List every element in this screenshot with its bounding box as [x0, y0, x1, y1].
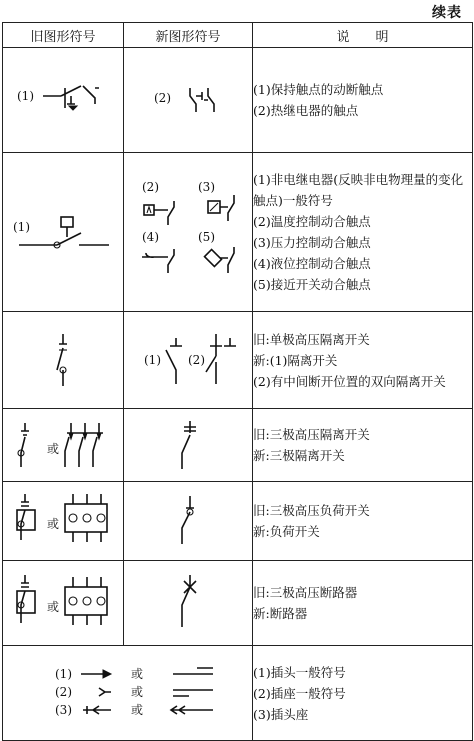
new-three-pole-isolator-symbol	[124, 409, 253, 481]
row-label: (3)	[198, 180, 215, 194]
row-label: (2)	[154, 91, 171, 105]
or-label: 或	[131, 667, 144, 681]
old-symbol-cell	[3, 312, 124, 409]
description-cell	[253, 409, 473, 482]
or-label: 或	[47, 442, 60, 456]
new-contact-symbols-group	[124, 153, 253, 311]
row-label: (1)	[55, 667, 72, 681]
description-cell	[253, 482, 473, 561]
new-symbol-cell	[124, 312, 253, 409]
new-symbol-cell	[124, 561, 253, 646]
or-label: 或	[131, 703, 144, 717]
old-three-pole-load-switch-symbols	[3, 482, 124, 560]
or-label: 或	[47, 517, 60, 531]
merged-symbol-cell	[3, 646, 253, 741]
row-label: (4)	[142, 230, 159, 244]
description-line: (1)保持触点的动断触点	[253, 82, 384, 97]
description-line: (2)插座一般符号	[253, 685, 346, 701]
description-line: (2)温度控制动合触点	[253, 214, 371, 229]
row-label: (1)	[17, 89, 34, 103]
description-line: 旧:三极高压断路器	[253, 585, 358, 600]
description-line: (2)有中间断开位置的双向隔离开关	[253, 373, 446, 389]
continued-label: 续表	[432, 5, 462, 21]
old-single-pole-isolator-symbol	[3, 312, 124, 408]
header-new-symbol: 新图形符号	[124, 23, 253, 48]
description-line: (2)热继电器的触点	[253, 103, 359, 118]
header-description: 说 明	[253, 23, 473, 48]
old-non-electric-relay-symbol	[3, 153, 124, 311]
description-line: (4)液位控制动合触点	[253, 256, 371, 271]
table-row	[3, 646, 473, 741]
new-thermal-relay-contact-symbol	[124, 48, 253, 152]
new-symbol-cell	[124, 482, 253, 561]
row-label: (2)	[142, 180, 159, 194]
description-line: (5)接近开关动合触点	[253, 277, 371, 292]
new-symbol-cell	[124, 153, 253, 312]
row-label: (2)	[188, 353, 205, 367]
description-line: 旧:三极高压隔离开关	[253, 427, 370, 442]
description-line: (3)插头座	[253, 706, 309, 722]
old-symbol-cell	[3, 482, 124, 561]
old-three-pole-isolator-symbols	[3, 409, 124, 481]
description-line: (3)压力控制动合触点	[253, 235, 371, 250]
description-line: 旧:单极高压隔离开关	[253, 331, 370, 347]
table-row	[3, 482, 473, 561]
or-label: 或	[131, 685, 144, 699]
new-symbol-cell	[124, 409, 253, 482]
description-cell	[253, 153, 473, 312]
description-line: 新:(1)隔离开关	[253, 352, 338, 368]
symbol-table	[2, 22, 473, 741]
row-label: (5)	[198, 230, 215, 244]
description-line: (1)插头一般符号	[253, 664, 346, 680]
table-row	[3, 153, 473, 312]
old-maintained-contact-symbol	[3, 48, 124, 152]
table-row	[3, 312, 473, 409]
row-label: (1)	[144, 353, 161, 367]
or-label: 或	[47, 600, 60, 614]
old-symbol-cell	[3, 48, 124, 153]
description-line: (1)非电继电器(反映非电物理量的变化触点)一般符号	[253, 172, 464, 208]
new-symbol-cell	[124, 48, 253, 153]
description-cell	[253, 646, 473, 741]
description-line: 旧:三极高压负荷开关	[253, 503, 370, 518]
old-symbol-cell	[3, 409, 124, 482]
header-row	[3, 23, 473, 48]
description-line: 新:三极隔离开关	[253, 448, 345, 463]
description-cell	[253, 312, 473, 409]
description-line: 新:负荷开关	[253, 524, 320, 539]
row-label: (2)	[55, 685, 72, 699]
table-row	[3, 409, 473, 482]
new-isolator-symbols	[124, 312, 253, 408]
old-three-pole-circuit-breaker-symbols	[3, 561, 124, 645]
old-symbol-cell	[3, 561, 124, 646]
row-label: (3)	[55, 703, 72, 717]
description-cell	[253, 48, 473, 153]
new-load-switch-symbol	[124, 482, 253, 560]
table-row	[3, 561, 473, 646]
description-cell	[253, 561, 473, 646]
table-row	[3, 48, 473, 153]
new-circuit-breaker-symbol	[124, 561, 253, 645]
header-old-symbol: 旧图形符号	[3, 23, 124, 48]
description-line: 新:断路器	[253, 606, 308, 621]
old-symbol-cell	[3, 153, 124, 312]
row-label: (1)	[13, 220, 30, 234]
plug-socket-symbols	[3, 646, 253, 740]
